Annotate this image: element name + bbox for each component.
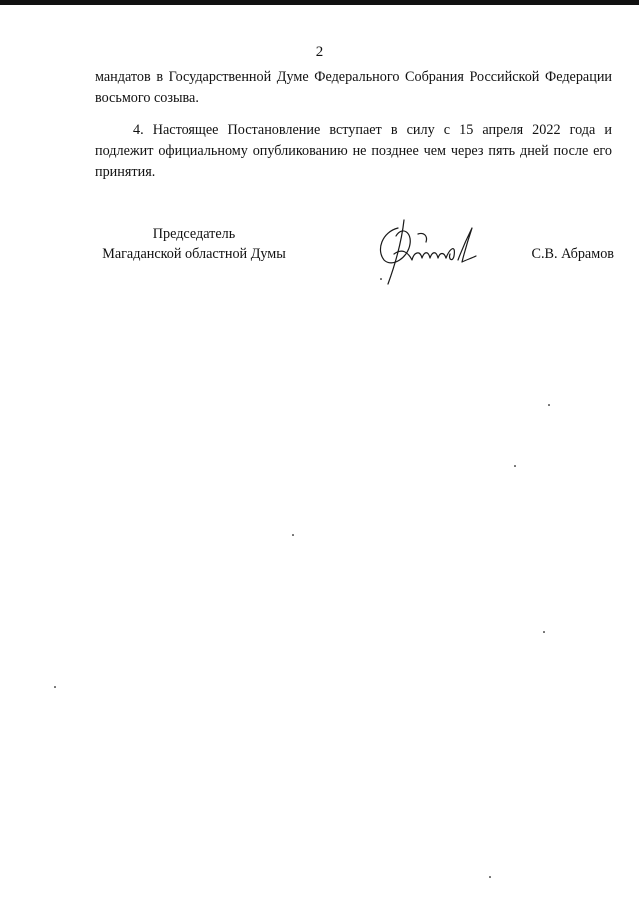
scan-speck bbox=[380, 278, 382, 280]
scan-speck bbox=[54, 686, 56, 688]
position-organization: Магаданской областной Думы bbox=[102, 246, 286, 262]
handwritten-signature bbox=[368, 214, 478, 286]
paragraph-continuation: мандатов в Государственной Думе Федерального Собрания Российской Федерации восьмого созыва. bbox=[95, 69, 612, 106]
signatory-position bbox=[88, 224, 300, 264]
scan-speck bbox=[292, 534, 294, 536]
paragraph-item-4: 4. Настоящее Постановление вступает в силу с 15 апреля 2022 года и подлежит официальному опубликованию не позднее чем через пять дней после его принятия. bbox=[95, 122, 612, 180]
position-title: Председатель bbox=[152, 226, 236, 242]
scan-top-border bbox=[0, 0, 639, 5]
page-number: 2 bbox=[315, 44, 324, 60]
signatory-name: С.В. Абрамов bbox=[531, 246, 614, 262]
scan-speck bbox=[543, 631, 545, 633]
scan-speck bbox=[489, 876, 491, 878]
scan-speck bbox=[514, 465, 516, 467]
scan-speck bbox=[548, 404, 550, 406]
